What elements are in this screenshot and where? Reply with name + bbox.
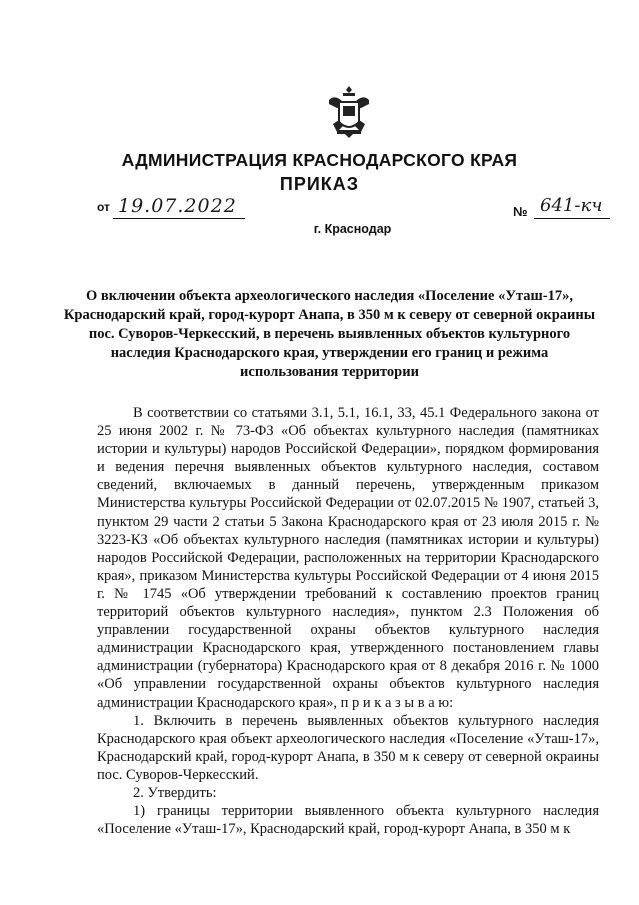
number-prefix: № — [513, 204, 528, 219]
document-type: ПРИКАЗ — [279, 174, 360, 194]
coat-of-arms-icon — [325, 84, 373, 138]
document-title: О включении объекта археологического наследия «Поселение «Уташ-17», Краснодарский край, город-курорт Анапа, в 350 м к северу от северной окраины пос. Суворов-Черкесский, в перечень выявленных объектов культурного наследия Краснодарского края, утверждении его границ и режима использования территории — [63, 288, 596, 380]
paragraph-basis — [97, 404, 599, 712]
date-prefix: от — [97, 200, 110, 214]
city: г. Краснодар — [313, 222, 392, 236]
paragraph-2: 2. Утвердить: — [133, 784, 217, 801]
document-body — [97, 404, 599, 838]
agency-name: АДМИНИСТРАЦИЯ КРАСНОДАРСКОГО КРАЯ — [121, 150, 518, 170]
date-underline — [113, 218, 245, 219]
handwritten-number: 641-кч — [540, 195, 603, 216]
paragraph-basis-text: В соответствии со статьями 3.1, 5.1, 16.1, 33, 45.1 Федерального закона от 25 июня 2002 г. № 73-ФЗ «Об объектах культурного наследия (памятниках истории и культуры) народов Российской Федерации», порядком формирования и ведения перечня выявленных объектов культурного наследия, составом сведений, включаемых в данный перечень, утвержденным приказом Министерства культуры Российской Федерации от 02.07.2015 № 1907, статьей 3, пунктом 29 части 2 статьи 5 Закона Краснодарского края от 23 июля 2015 г. № 3223-КЗ «Об объектах культурного наследия (памятниках истории и культуры) народов Российской Федерации, расположенных на территории Краснодарского края», приказом Министерства культуры Российской Федерации от 4 июня 2015 г. № 1745 «Об утверждении требований к составлению проектов границ территорий объектов культурного наследия», пунктом 2.3 Положения об управлении государственной охраны объектов культурного наследия администрации Краснодарского края, утвержденного постановлением главы администрации (губернатора) Краснодарского края от 8 декабря 2016 г. № 1000 «Об управлении государственной охраны объектов культурного наследия администрации Краснодарского края», — [97, 405, 599, 711]
paragraph-2-1: 1) границы территории выявленного объекта культурного наследия «Поселение «Уташ-17», Краснодарский край, город-курорт Анапа, в 350 м к — [97, 803, 599, 838]
paragraph-1: 1. Включить в перечень выявленных объектов культурного наследия Краснодарского края объект археологического наследия «Поселение «Уташ-17», Краснодарский край, город-курорт Анапа, в 350 м к северу от северной окраины пос. Суворов-Черкесский. — [97, 712, 599, 783]
handwritten-date: 19.07.2022 — [118, 195, 237, 217]
order-word: п р и к а з ы в а ю: — [340, 694, 454, 711]
number-underline — [534, 218, 610, 219]
